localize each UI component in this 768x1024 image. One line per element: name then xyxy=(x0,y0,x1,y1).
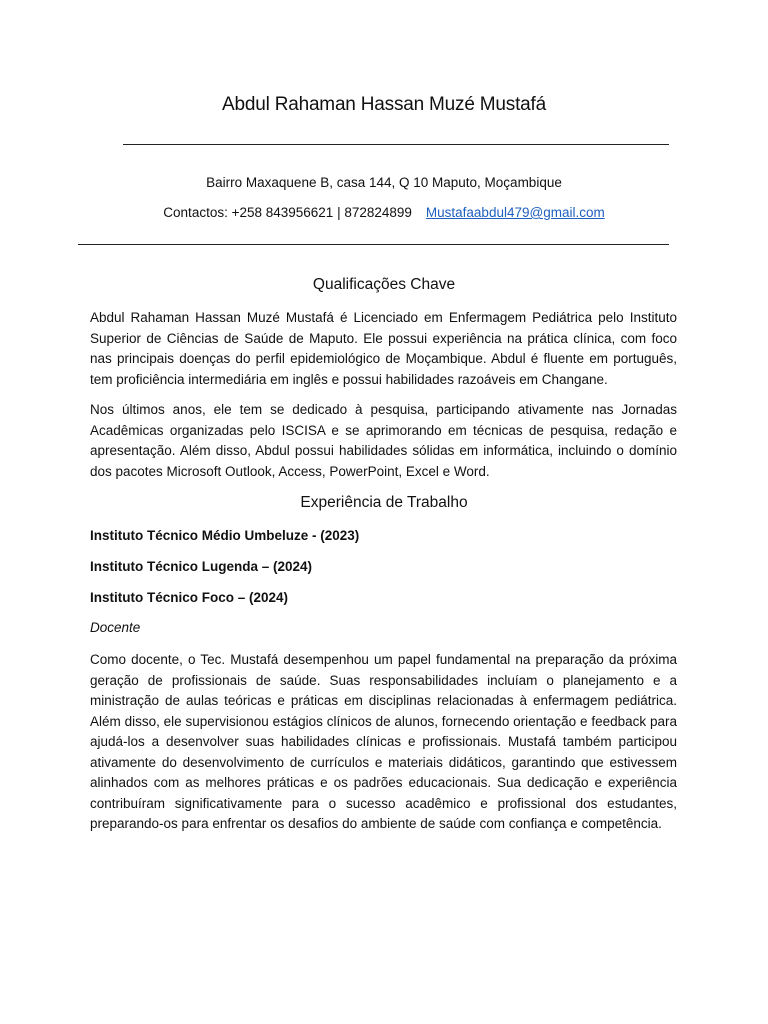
qualifications-title: Qualificações Chave xyxy=(312,276,456,293)
job-entry: Instituto Técnico Lugenda – (2024) xyxy=(90,559,313,574)
job-entry: Instituto Técnico Médio Umbeluze - (2023) xyxy=(90,528,360,543)
job-entry: Instituto Técnico Foco – (2024) xyxy=(90,590,289,605)
person-name: Abdul Rahaman Hassan Muzé Mustafá xyxy=(222,94,546,115)
experience-description: Como docente, o Tec. Mustafá desempenhou um papel fundamental na preparação da próxima geração de profissionais de saúde. Suas responsabilidades incluíam o planejamento e a ministração de aulas teóricas e práticas em disciplinas relacionadas à enfermagem pediátrica. Além disso, ele supervisionou estágios clínicos de alunos, fornecendo orientação e feedback para ajudá-los a desenvolver suas habilidades clínicas e profissionais. Mustafá também participou ativamente do desenvolvimento de currículos e materiais didáticos, garantindo que estivessem alinhados com as melhores práticas e os padrões educacionais. Sua dedicação e experiência contribuíram significativamente para o sucesso acadêmico e profissional dos estudantes, preparando-os para enfrentar os desafios do ambiente de saúde com confiança e competência. xyxy=(90,652,677,831)
header-divider-top xyxy=(123,144,669,145)
qualifications-paragraph: Abdul Rahaman Hassan Muzé Mustafá é Licenciado em Enfermagem Pediátrica pelo Instituto Superior de Ciências de Saúde de Maputo. Ele possui experiência na prática clínica, com foco nas principais doenças do perfil epidemiológico de Moçambique. Abdul é fluente em português, tem proficiência intermediária em inglês e possui habilidades razoáveis em Changane. xyxy=(90,310,677,387)
contacts-phones: Contactos: +258 843956621 | 872824899 xyxy=(163,205,412,220)
qualifications-paragraph: Nos últimos anos, ele tem se dedicado à pesquisa, participando ativamente nas Jornadas Acadêmicas organizadas pelo ISCISA e se aprimorando em técnicas de pesquisa, redação e apresentação. Além disso, Abdul possui habilidades sólidas em informática, incluindo o domínio dos pacotes Microsoft Outlook, Access, PowerPoint, Excel e Word. xyxy=(90,402,677,479)
header-divider-bottom xyxy=(78,244,669,245)
contacts-line xyxy=(0,205,768,220)
experience-title: Experiência de Trabalho xyxy=(300,494,468,511)
address-line: Bairro Maxaquene B, casa 144, Q 10 Maputo, Moçambique xyxy=(206,175,562,190)
email-link[interactable]: Mustafaabdul479@gmail.com xyxy=(425,205,605,220)
job-role: Docente xyxy=(90,620,141,635)
